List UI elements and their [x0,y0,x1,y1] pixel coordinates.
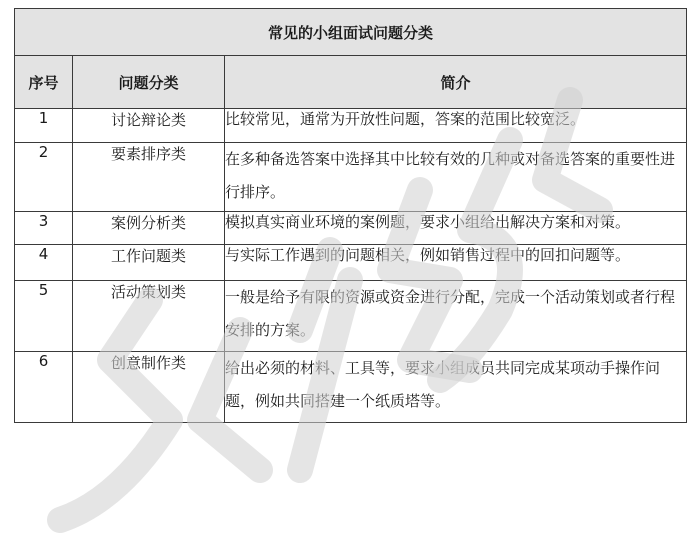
table-row [15,109,687,143]
row-description: 一般是给予有限的资源或资金进行分配，完成一个活动策划或者行程安排的方案。 [225,281,687,352]
header-description: 简介 [225,56,687,109]
table-row [15,352,687,423]
classification-table [14,8,687,423]
row-description: 模拟真实商业环境的案例题，要求小组给出解决方案和对策。 [225,212,687,245]
table-header-row [15,56,687,109]
header-number: 序号 [15,56,73,109]
row-category: 活动策划类 [73,281,225,352]
row-description: 在多种备选答案中选择其中比较有效的几种或对备选答案的重要性进行排序。 [225,143,687,212]
row-category: 工作问题类 [73,245,225,281]
table-row [15,212,687,245]
row-number: 4 [15,245,73,281]
row-number: 2 [15,143,73,212]
row-category: 案例分析类 [73,212,225,245]
row-description: 比较常见，通常为开放性问题，答案的范围比较宽泛。 [225,109,687,143]
table-row [15,245,687,281]
row-category: 要素排序类 [73,143,225,212]
header-category: 问题分类 [73,56,225,109]
row-number: 3 [15,212,73,245]
row-number: 6 [15,352,73,423]
row-category: 讨论辩论类 [73,109,225,143]
row-category: 创意制作类 [73,352,225,423]
table-title: 常见的小组面试问题分类 [15,9,687,56]
row-number: 1 [15,109,73,143]
row-number: 5 [15,281,73,352]
row-description: 给出必须的材料、工具等，要求小组成员共同完成某项动手操作问题，例如共同搭建一个纸质塔等。 [225,352,687,423]
row-description: 与实际工作遇到的问题相关，例如销售过程中的回扣问题等。 [225,245,687,281]
table-row [15,143,687,212]
table-row [15,281,687,352]
table-title-row [15,9,687,56]
